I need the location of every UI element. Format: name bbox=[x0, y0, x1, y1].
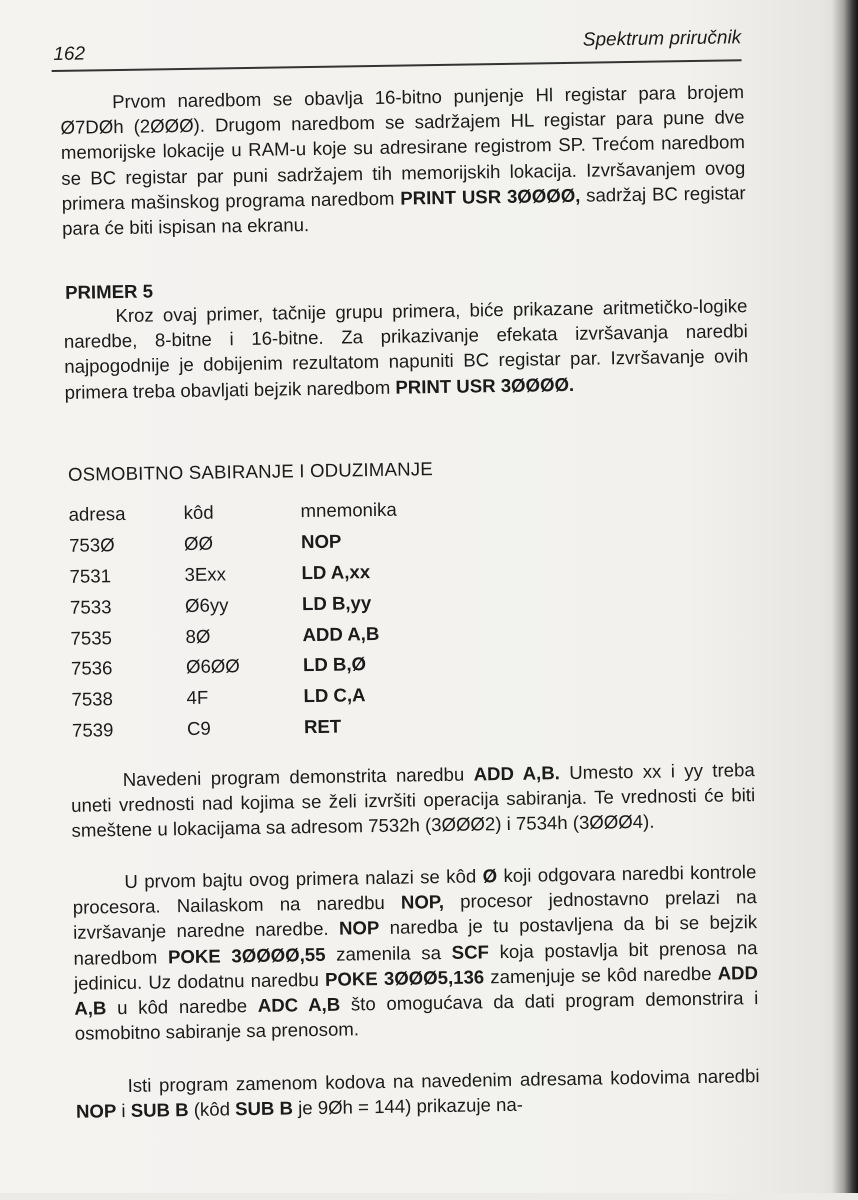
bold-run: POKE 3ØØØØ,55 bbox=[167, 943, 326, 967]
table-row bbox=[72, 709, 504, 747]
header-adresa: adresa bbox=[68, 503, 126, 526]
cell-code: Ø6ØØ bbox=[185, 655, 240, 678]
cell-address: 7538 bbox=[71, 688, 114, 710]
text-run: procesor jednostavno prelazi na izvršavanje naredne naredbe. bbox=[73, 886, 757, 944]
bold-run: SCF bbox=[451, 940, 490, 963]
intro-tail: sadržaj BC registar para će biti ispisan na ekranu. bbox=[61, 181, 746, 239]
text-run: je 9Øh = 144) prikazuje na- bbox=[292, 1093, 524, 1119]
cell-mnemonic: LD B,Ø bbox=[302, 653, 367, 676]
primer-paragraph bbox=[63, 293, 748, 405]
intro-bold: PRINT USR 3ØØØØ, bbox=[400, 184, 581, 209]
cell-address: 7531 bbox=[69, 565, 112, 587]
bold-run: NOP, bbox=[400, 891, 445, 913]
cell-code: C9 bbox=[186, 717, 211, 739]
text-run: Navedeni program demonstrita naredbu bbox=[122, 763, 474, 791]
cell-mnemonic: NOP bbox=[300, 530, 342, 553]
cell-address: 753Ø bbox=[68, 534, 115, 557]
text-run: zamenjuje se kôd naredbe bbox=[483, 962, 718, 988]
bold-run: SUB B bbox=[130, 1099, 189, 1122]
text-run: koji odgovara naredbi kontrole procesora. Nailaskom na naredbu bbox=[72, 861, 757, 919]
page-number: 162 bbox=[53, 43, 86, 66]
sub-paragraph bbox=[75, 1063, 760, 1124]
text-run: naredba je tu postavljena da bi se bejzik naredbom bbox=[73, 911, 758, 969]
text-run: u kôd naredbe bbox=[106, 994, 258, 1019]
text-run: U prvom bajtu ovog primera nalazi se kôd bbox=[124, 865, 483, 892]
intro-text: Prvom naredbom se obavlja 16-bitno punjenje Hl registar para brojem Ø7DØh (2ØØØ). Drugom naredbom se sadržajem HL registar para pune dve memorijske lokacije u RAM-u koje su adresirane registrom SP. Trećom naredbom se BC registar par puni sadržajem tih memorijskih lokacija. Izvršavanjem ovog primera mašinskog programa naredbom bbox=[60, 81, 746, 214]
cell-address: 7533 bbox=[69, 595, 112, 618]
cell-mnemonic: RET bbox=[303, 715, 342, 738]
bold-run: ADD A,B. bbox=[473, 762, 561, 785]
code-table bbox=[68, 493, 504, 746]
cell-mnemonic: LD A,xx bbox=[301, 561, 371, 584]
text-run: što omogućava da dati program demonstrira i osmobitno sabiranje sa prenosom. bbox=[74, 987, 759, 1045]
cell-address: 7539 bbox=[71, 719, 114, 741]
table-title: OSMOBITNO SABIRANJE I ODUZIMANJE bbox=[67, 458, 433, 485]
cell-code: 3Exx bbox=[184, 563, 227, 585]
bold-run: NOP bbox=[75, 1100, 117, 1122]
text-run: Isti program zamenom kodova na navedenim adresama kodovima naredbi bbox=[127, 1065, 760, 1096]
primer-text: Kroz ovaj primer, tačnije grupu primera, biće prikazane aritmetičko-logike naredbe, 8-bitne i 16-bitne. Za prikazivanje efekata izvršavanja naredbi najpogodnije je dobijenim rezultatom napuniti BC registar par. Izvršavanje ovih primera treba obavljati bejzik naredbom bbox=[63, 295, 749, 403]
bold-run: ADD A,B bbox=[74, 961, 759, 1019]
cell-address: 7536 bbox=[70, 657, 113, 680]
primer-bold: PRINT USR 3ØØØØ. bbox=[395, 373, 575, 398]
cell-code: 4F bbox=[186, 686, 209, 709]
nop-paragraph bbox=[72, 859, 759, 1046]
running-title: Spektrum priručnik bbox=[582, 27, 742, 51]
text-run: i bbox=[116, 1100, 131, 1122]
text-run: (kôd bbox=[188, 1098, 236, 1121]
cell-code: ØØ bbox=[183, 532, 214, 555]
explanation-paragraph bbox=[71, 757, 756, 843]
section-title: PRIMER 5 bbox=[64, 280, 154, 303]
cell-address: 7535 bbox=[70, 626, 113, 649]
bold-run: ADC A,B bbox=[257, 993, 341, 1016]
cell-code: 8Ø bbox=[185, 625, 211, 647]
header-kod: kôd bbox=[183, 501, 214, 524]
bold-run: POKE 3ØØØ5,136 bbox=[324, 966, 485, 990]
intro-paragraph bbox=[60, 79, 746, 241]
text-run: zamenila sa bbox=[325, 941, 452, 965]
bold-run: Ø bbox=[482, 865, 498, 887]
header-mnemonika: mnemonika bbox=[300, 499, 397, 522]
bold-run: NOP bbox=[338, 917, 380, 940]
text-run: Umesto xx i yy treba uneti vrednosti nad kojima se želi izvršiti operacija sabiranja. Te vrednosti će biti smeštene u lokacijama sa adresom 7532h (3ØØØ2) i 7534h (3ØØØ4). bbox=[71, 759, 756, 842]
cell-mnemonic: ADD A,B bbox=[302, 622, 380, 645]
cell-mnemonic: LD C,A bbox=[303, 684, 366, 707]
text-run: koja postavlja bit prenosa na jedinicu. Uz dodatnu naredbu bbox=[73, 936, 758, 994]
bold-run: SUB B bbox=[234, 1097, 294, 1120]
cell-code: Ø6yy bbox=[184, 594, 229, 616]
cell-mnemonic: LD B,yy bbox=[301, 591, 372, 614]
